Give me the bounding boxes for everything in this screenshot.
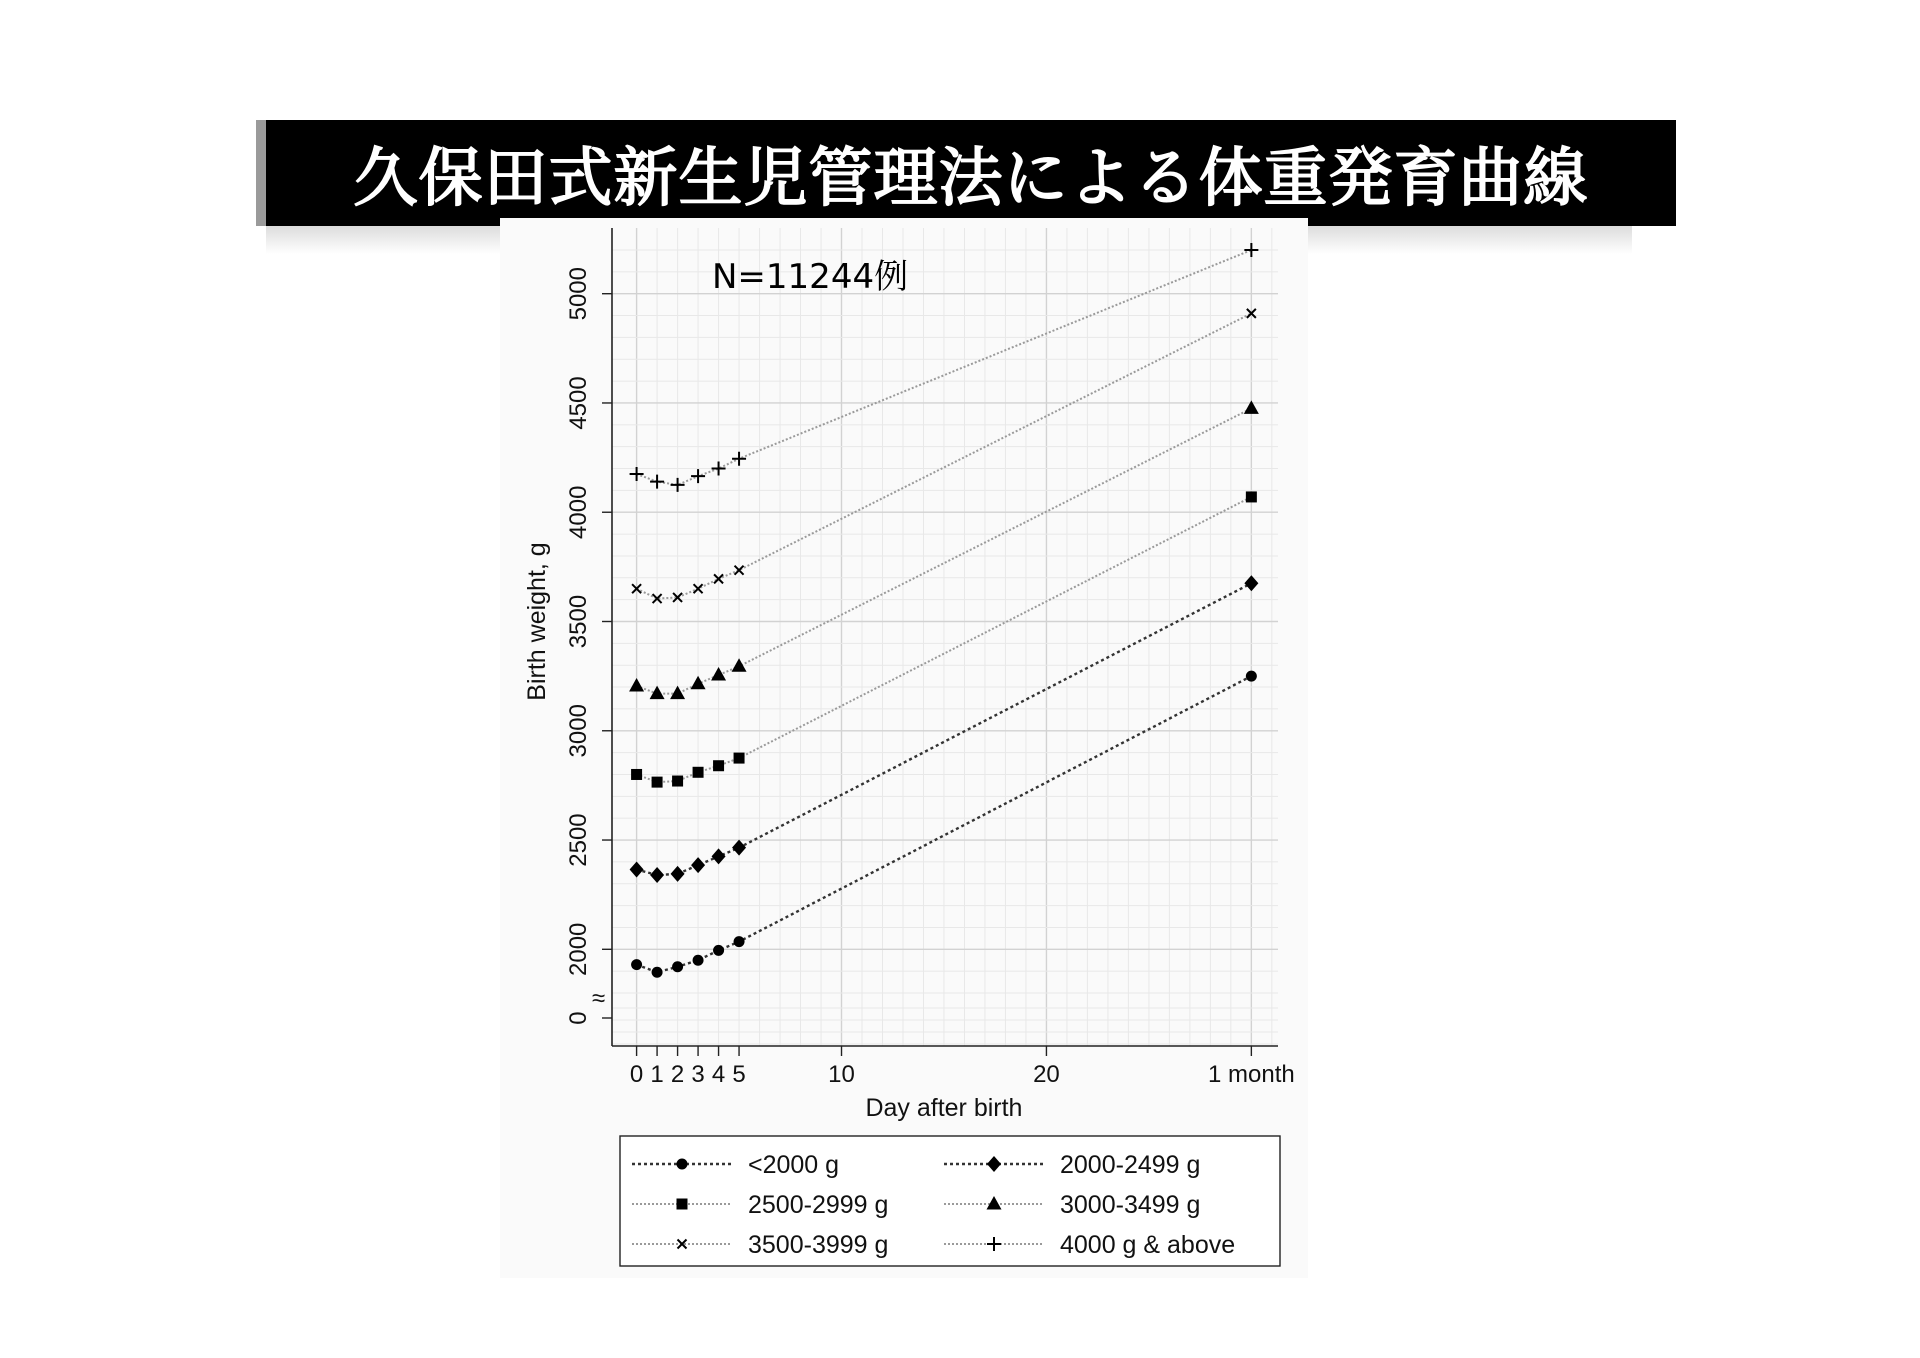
legend-marker bbox=[677, 1159, 688, 1170]
data-point bbox=[652, 777, 663, 788]
x-tick-label: 0 bbox=[629, 1061, 644, 1088]
data-point bbox=[1246, 671, 1257, 682]
y-tick-label: 4000 bbox=[565, 485, 592, 539]
data-point bbox=[691, 469, 705, 483]
data-point bbox=[630, 467, 644, 481]
data-point bbox=[671, 866, 685, 882]
x-tick-label: 4 bbox=[711, 1061, 726, 1088]
x-tick-label: 1 month bbox=[1208, 1061, 1295, 1088]
data-point bbox=[650, 867, 664, 883]
data-point bbox=[631, 769, 642, 780]
data-point bbox=[672, 961, 683, 972]
y-tick-label: 2000 bbox=[565, 922, 592, 976]
legend-label: <2000 g bbox=[748, 1151, 840, 1179]
data-point bbox=[630, 862, 644, 878]
legend-label: 3500-3999 g bbox=[748, 1231, 889, 1259]
y-axis-title: Birth weight, g bbox=[523, 542, 551, 701]
data-point bbox=[672, 776, 683, 787]
data-point bbox=[671, 478, 685, 492]
y-tick-label: 3500 bbox=[565, 594, 592, 649]
data-point bbox=[693, 767, 704, 778]
x-tick-label: 2 bbox=[670, 1061, 685, 1088]
data-point bbox=[713, 945, 724, 956]
data-point bbox=[629, 678, 644, 692]
data-point bbox=[691, 676, 706, 690]
data-point bbox=[713, 760, 724, 771]
legend-marker bbox=[677, 1199, 688, 1210]
x-tick-label: 20 bbox=[1033, 1061, 1060, 1088]
data-point bbox=[732, 452, 746, 466]
legend-label: 2000-2499 g bbox=[1060, 1151, 1201, 1179]
y-tick-label: 0 bbox=[565, 1011, 592, 1025]
birth-weight-chart bbox=[500, 218, 1308, 1278]
data-point bbox=[734, 936, 745, 947]
y-tick-label: 2500 bbox=[565, 813, 592, 867]
legend-label: 4000 g & above bbox=[1060, 1231, 1236, 1259]
y-tick-label: 5000 bbox=[565, 267, 592, 321]
data-point bbox=[670, 686, 685, 700]
data-point bbox=[712, 462, 726, 476]
y-tick-label: 3000 bbox=[565, 704, 592, 758]
axis-break-symbol: ≈ bbox=[592, 985, 606, 1012]
data-point bbox=[734, 753, 745, 764]
x-axis-title: Day after birth bbox=[865, 1094, 1023, 1122]
y-tick-label: 4500 bbox=[565, 376, 592, 430]
x-tick-label: 3 bbox=[691, 1061, 705, 1088]
data-point bbox=[1244, 243, 1258, 257]
data-point bbox=[650, 475, 664, 489]
legend bbox=[620, 1136, 1280, 1266]
chart-panel bbox=[500, 218, 1308, 1278]
data-point bbox=[691, 857, 705, 873]
data-point bbox=[693, 955, 704, 966]
data-point bbox=[1246, 491, 1257, 502]
x-tick-label: 10 bbox=[828, 1061, 855, 1088]
sample-size-annotation: N=11244例 bbox=[712, 257, 909, 297]
legend-label: 3000-3499 g bbox=[1060, 1191, 1201, 1219]
data-point bbox=[652, 967, 663, 978]
x-tick-label: 1 bbox=[650, 1061, 664, 1088]
data-point bbox=[631, 959, 642, 970]
legend-label: 2500-2999 g bbox=[748, 1191, 889, 1219]
page-title: 久保田式新生児管理法による体重発育曲線 bbox=[266, 120, 1676, 226]
data-point bbox=[732, 840, 746, 856]
x-tick-label: 5 bbox=[732, 1061, 746, 1088]
